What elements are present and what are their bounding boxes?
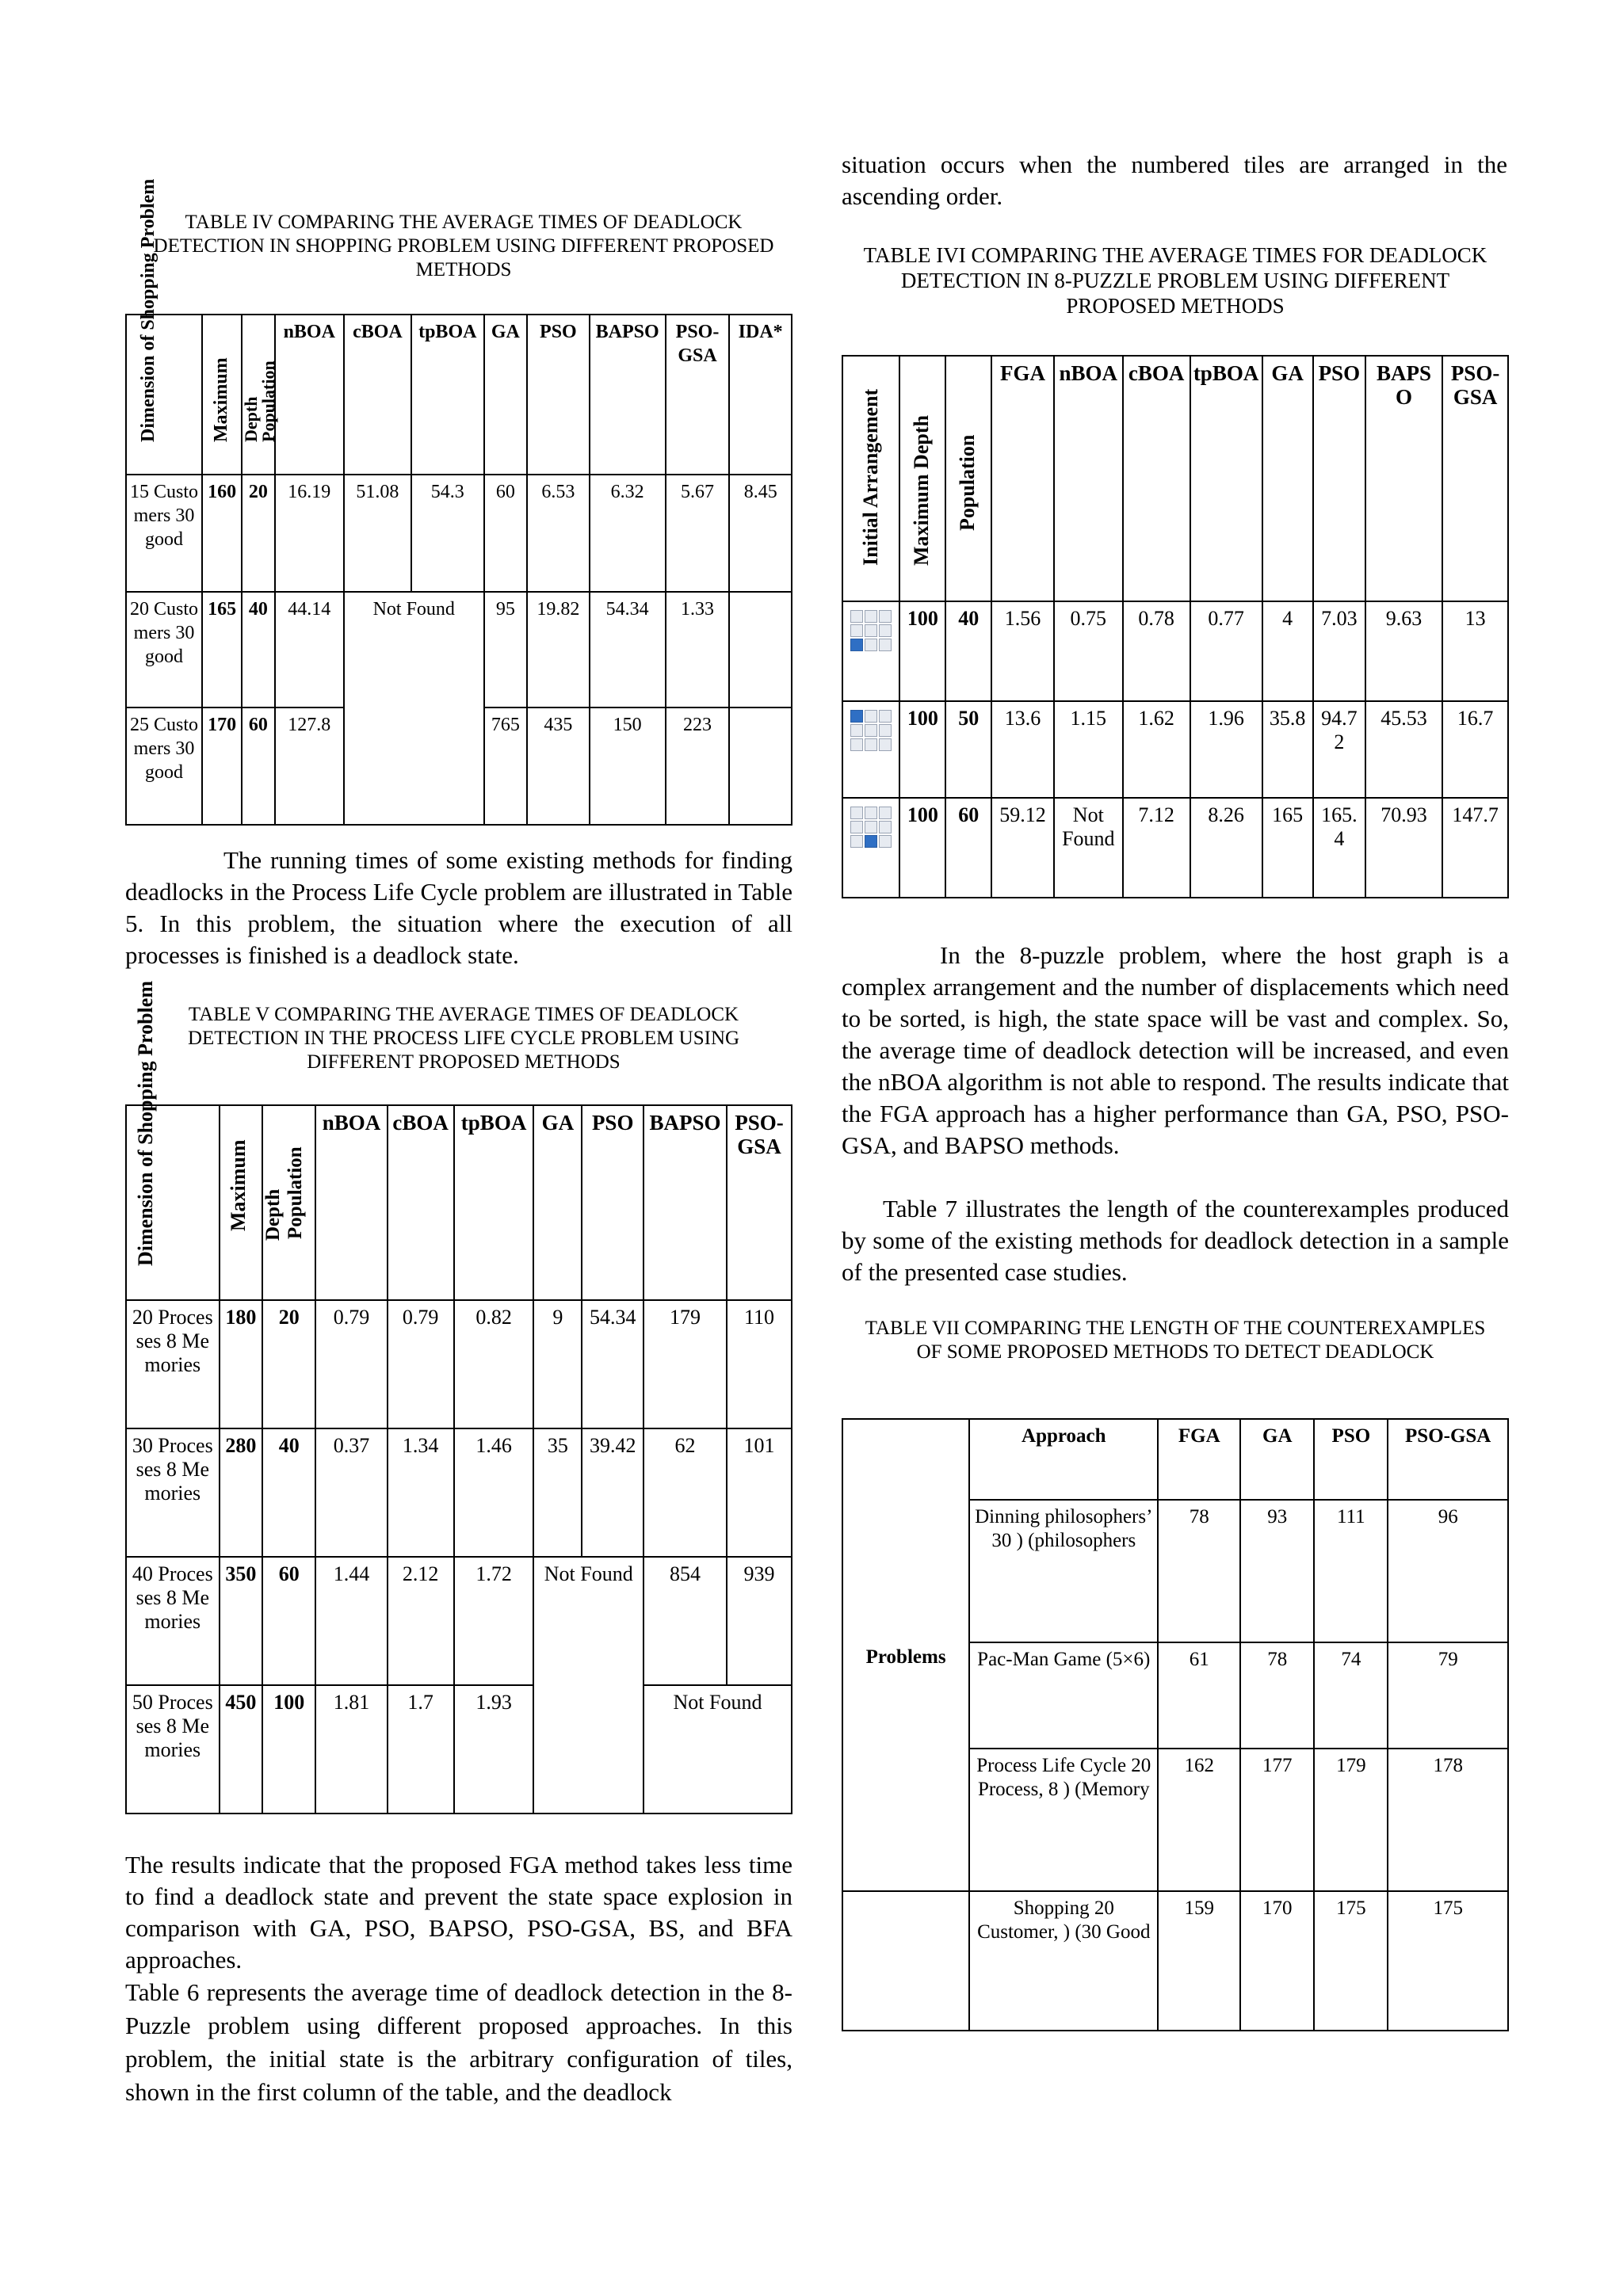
- table5-cell: 450: [220, 1685, 263, 1814]
- table4-cell: 95: [484, 592, 528, 707]
- table4-cell: [729, 592, 792, 707]
- table4-cell: 54.34: [590, 592, 666, 707]
- table4-cell: 25 Customers 30 good: [126, 707, 202, 825]
- table7-cell: 61: [1158, 1642, 1240, 1749]
- table5-cell: 0.37: [315, 1428, 387, 1557]
- paragraph-continued: situation occurs when the numbered tiles are arranged in the ascending order.: [842, 151, 1507, 210]
- table-row: [126, 1685, 792, 1814]
- table5-cell: 110: [727, 1300, 792, 1428]
- table6-cell: 0.75: [1054, 601, 1123, 701]
- paragraph-process-life-cycle: The running times of some existing methods for finding deadlocks in the Process Life Cycle problem are illustrated in Table 5. In this problem, the situation where the execution of all processes is finished is a deadlock state.: [125, 846, 792, 969]
- table5-cell: 40: [262, 1428, 315, 1557]
- table7-cell: 79: [1388, 1642, 1508, 1749]
- table6-cell: 45.53: [1365, 701, 1442, 798]
- table5-cell: 54.34: [582, 1300, 643, 1428]
- table4-caption: TABLE IV COMPARING THE AVERAGE TIMES OF DEADLOCK DETECTION IN SHOPPING PROBLEM USING DIFFERENT PROPOSED METHODS: [153, 212, 774, 280]
- table4-cell: 150: [590, 707, 666, 825]
- table6-header-pso: PSO: [1313, 356, 1365, 601]
- table4-header-ida: IDA*: [729, 315, 792, 475]
- table6-header-initial-arrangement: Initial Arrangement: [842, 356, 899, 601]
- table7-header-ga: GA: [1240, 1419, 1314, 1500]
- table6-cell: 40: [945, 601, 991, 701]
- table6-header-nboa: nBOA: [1054, 356, 1123, 601]
- table4-header-tpboa: tpBOA: [411, 315, 484, 475]
- table5-cell: 1.81: [315, 1685, 387, 1814]
- table-row: [126, 1557, 792, 1685]
- table5-cell: 1.7: [388, 1685, 454, 1814]
- table-row: [842, 1891, 1508, 2031]
- table7-cell: 111: [1314, 1500, 1388, 1642]
- table-row: [842, 798, 1508, 898]
- table7-header-psogsa: PSO-GSA: [1388, 1419, 1508, 1500]
- table5-caption: TABLE V COMPARING THE AVERAGE TIMES OF DEADLOCK DETECTION IN THE PROCESS LIFE CYCLE PROBLEM USING DIFFERENT PROPOSED METHODS: [187, 1004, 740, 1073]
- table4-cell: 6.32: [590, 475, 666, 592]
- table4-cell: 16.19: [275, 475, 344, 592]
- puzzle-thumbnail: [842, 601, 899, 701]
- table6-cell: 13: [1442, 601, 1508, 701]
- table4-cell: 127.8: [275, 707, 344, 825]
- table6-cell: 1.96: [1190, 701, 1262, 798]
- table6-cell: 100: [899, 701, 945, 798]
- table4-cell: 435: [527, 707, 590, 825]
- table5-cell: 280: [220, 1428, 263, 1557]
- table4-cell: 15 Customers 30 good: [126, 475, 202, 592]
- table7-cell: Shopping 20 Customer, ) (30 Good: [969, 1891, 1158, 2031]
- table4-cell: 6.53: [527, 475, 590, 592]
- table6-cell: 100: [899, 798, 945, 898]
- table5-cell: 35: [533, 1428, 582, 1557]
- table6-header-ga: GA: [1262, 356, 1313, 601]
- table5-cell: 2.12: [388, 1557, 454, 1685]
- table6-cell: 165: [1262, 798, 1313, 898]
- paragraph-results-fga: The results indicate that the proposed FGA method takes less time to find a deadlock state and prevent the state space explosion in comparison with GA, PSO, BAPSO, PSO-GSA, BS, and BFA approaches.: [125, 1851, 792, 1974]
- table7-caption: TABLE VII COMPARING THE LENGTH OF THE COUNTEREXAMPLES OF SOME PROPOSED METHODS TO DETECT DEADLOCK: [865, 1318, 1486, 1363]
- table6-cell: 9.63: [1365, 601, 1442, 701]
- table4-header-dimension: Dimension of Shopping Problem: [126, 315, 202, 475]
- table6-cell: 8.26: [1190, 798, 1262, 898]
- table7-header-pso: PSO: [1314, 1419, 1388, 1500]
- table5-cell: 100: [262, 1685, 315, 1814]
- table4-header-ga: GA: [484, 315, 528, 475]
- table4-cell: 19.82: [527, 592, 590, 707]
- table5-cell: 39.42: [582, 1428, 643, 1557]
- table4-cell: 40: [242, 592, 274, 707]
- table7-header-fga: FGA: [1158, 1419, 1240, 1500]
- table5-cell: 0.79: [315, 1300, 387, 1428]
- paragraph-table6-intro: Table 6 represents the average time of deadlock detection in the 8-Puzzle problem using different proposed approaches. In this problem, the initial state is the arbitrary configuration of tiles, shown in the first column of the table, and the deadlock: [125, 1978, 792, 2106]
- table7-cell: Dinning philosophers’ 30 ) (philosophers: [969, 1500, 1158, 1642]
- table-row: [842, 601, 1508, 701]
- table7-cell: Pac-Man Game (5×6): [969, 1642, 1158, 1749]
- table5-cell: 179: [643, 1300, 727, 1428]
- table7-cell: 175: [1388, 1891, 1508, 2031]
- table5-header-maximum: Maximum: [220, 1105, 263, 1300]
- table5-cell: 50 Processes 8 Memories: [126, 1685, 220, 1814]
- table-row: [126, 475, 792, 592]
- table7: [842, 1418, 1509, 2031]
- table5-cell: 40 Processes 8 Memories: [126, 1557, 220, 1685]
- table4-header-nboa: nBOA: [275, 315, 344, 475]
- table4-header-depth-population: Depth Population: [242, 315, 274, 475]
- table6: [842, 355, 1509, 898]
- table5-cell: 0.82: [454, 1300, 534, 1428]
- table5-cell: 20 Processes 8 Memories: [126, 1300, 220, 1428]
- table6-cell: 50: [945, 701, 991, 798]
- table6-cell: 4: [1262, 601, 1313, 701]
- table5-cell: 62: [643, 1428, 727, 1557]
- table6-header-cboa: cBOA: [1123, 356, 1190, 601]
- table6-caption: TABLE IVI COMPARING THE AVERAGE TIMES FOR DEADLOCK DETECTION IN 8-PUZZLE PROBLEM USING DIFFERENT PROPOSED METHODS: [863, 243, 1487, 318]
- table6-cell: 7.03: [1313, 601, 1365, 701]
- table4-cell: 165: [202, 592, 242, 707]
- table6-header-population: Population: [945, 356, 991, 601]
- table5-cell: 1.34: [388, 1428, 454, 1557]
- table6-cell: 60: [945, 798, 991, 898]
- table7-cell: 74: [1314, 1642, 1388, 1749]
- table6-cell: 1.62: [1123, 701, 1190, 798]
- table5-header-psogsa: PSO-GSA: [727, 1105, 792, 1300]
- table5-cell: 0.79: [388, 1300, 454, 1428]
- table4-header-maximum: Maximum: [202, 315, 242, 475]
- table4-not-found: Not Found: [344, 592, 484, 825]
- table7-cell: 78: [1240, 1642, 1314, 1749]
- table5-cell: 20: [262, 1300, 315, 1428]
- table6-cell: 1.15: [1054, 701, 1123, 798]
- table5-header-depth-population: Depth Population: [262, 1105, 315, 1300]
- table7-cell: Process Life Cycle 20 Process, 8 ) (Memory: [969, 1749, 1158, 1891]
- table4-header-cboa: cBOA: [344, 315, 411, 475]
- table6-cell: 35.8: [1262, 701, 1313, 798]
- table6-cell: 16.7: [1442, 701, 1508, 798]
- table5-cell: 1.72: [454, 1557, 534, 1685]
- table6-cell: 0.78: [1123, 601, 1190, 701]
- table6-cell: 7.12: [1123, 798, 1190, 898]
- table6-header-maximum-depth: Maximum Depth: [899, 356, 945, 601]
- table5-not-found: Not Found: [533, 1557, 643, 1814]
- table4-cell: 51.08: [344, 475, 411, 592]
- table6-cell: 0.77: [1190, 601, 1262, 701]
- table5-cell: 939: [727, 1557, 792, 1685]
- table5-header-ga: GA: [533, 1105, 582, 1300]
- table4-cell: 5.67: [666, 475, 730, 592]
- table6-header-bapso: BAPSO: [1365, 356, 1442, 601]
- table6-cell: 13.6: [991, 701, 1054, 798]
- table5-cell: 101: [727, 1428, 792, 1557]
- table4-cell: 54.3: [411, 475, 484, 592]
- table4-cell: 1.33: [666, 592, 730, 707]
- table6-header-psogsa: PSO-GSA: [1442, 356, 1508, 601]
- table7-cell: 162: [1158, 1749, 1240, 1891]
- table6-cell: 100: [899, 601, 945, 701]
- table4-cell: 765: [484, 707, 528, 825]
- table5-header-tpboa: tpBOA: [454, 1105, 534, 1300]
- table7-cell: 93: [1240, 1500, 1314, 1642]
- table5-cell: 1.44: [315, 1557, 387, 1685]
- table7-cell: 78: [1158, 1500, 1240, 1642]
- table7-cell: 178: [1388, 1749, 1508, 1891]
- table-row: [126, 592, 792, 707]
- table7-header-approach: Approach: [969, 1419, 1158, 1500]
- table4-cell: 160: [202, 475, 242, 592]
- table4-header-psogsa: PSO-GSA: [666, 315, 730, 475]
- table6-cell: 1.56: [991, 601, 1054, 701]
- table-row: [126, 1300, 792, 1428]
- table6-cell: 94.72: [1313, 701, 1365, 798]
- table5-header-bapso: BAPSO: [643, 1105, 727, 1300]
- table5-cell: 180: [220, 1300, 263, 1428]
- table5-cell: 1.46: [454, 1428, 534, 1557]
- table-row: [842, 701, 1508, 798]
- table7-cell: 170: [1240, 1891, 1314, 2031]
- table4-cell: 44.14: [275, 592, 344, 707]
- table5-cell: 854: [643, 1557, 727, 1685]
- table5-cell: 350: [220, 1557, 263, 1685]
- puzzle-thumbnail: [842, 701, 899, 798]
- table7-cell: 179: [1314, 1749, 1388, 1891]
- table6-cell: 70.93: [1365, 798, 1442, 898]
- table5-header-dimension: Dimension of Shopping Problem: [126, 1105, 220, 1300]
- table4-cell: [729, 707, 792, 825]
- table7-cell: 177: [1240, 1749, 1314, 1891]
- table6-cell: 147.7: [1442, 798, 1508, 898]
- table5-header-pso: PSO: [582, 1105, 643, 1300]
- table7-cell: [842, 1891, 969, 2031]
- table5-cell: 60: [262, 1557, 315, 1685]
- table5-cell: 9: [533, 1300, 582, 1428]
- paragraph-8-puzzle: In the 8-puzzle problem, where the host graph is a complex arrangement and the number of displacements which need to be sorted, is high, the state space will be vast and complex. So, the average time of deadlock detection will be increased, and even the nBOA algorithm is not able to respond. The results indicate that the FGA approach has a higher performance than GA, PSO, PSO-GSA, and BAPSO methods.: [842, 941, 1509, 1159]
- table6-cell: 59.12: [991, 798, 1054, 898]
- table4-cell: 170: [202, 707, 242, 825]
- table6-cell: 165.4: [1313, 798, 1365, 898]
- table4-cell: 8.45: [729, 475, 792, 592]
- table4-cell: 60: [484, 475, 528, 592]
- table5-header-nboa: nBOA: [315, 1105, 387, 1300]
- table4-cell: 20: [242, 475, 274, 592]
- table4-cell: 60: [242, 707, 274, 825]
- table5-not-found: Not Found: [643, 1685, 792, 1814]
- table7-cell: 159: [1158, 1891, 1240, 2031]
- table7-problems-label: Problems: [842, 1419, 969, 1891]
- table6-header-fga: FGA: [991, 356, 1054, 601]
- table4-cell: 223: [666, 707, 730, 825]
- table7-cell: 96: [1388, 1500, 1508, 1642]
- table5-header-cboa: cBOA: [388, 1105, 454, 1300]
- table7-cell: 175: [1314, 1891, 1388, 2031]
- table5-cell: 30 Processes 8 Memories: [126, 1428, 220, 1557]
- table6-cell: Not Found: [1054, 798, 1123, 898]
- table6-header-tpboa: tpBOA: [1190, 356, 1262, 601]
- paragraph-table7-intro: Table 7 illustrates the length of the counterexamples produced by some of the existing methods for deadlock detection in a sample of the presented case studies.: [842, 1195, 1509, 1286]
- table4-header-bapso: BAPSO: [590, 315, 666, 475]
- table5-cell: 1.93: [454, 1685, 534, 1814]
- table4-header-pso: PSO: [527, 315, 590, 475]
- table4-cell: 20 Customers 30 good: [126, 592, 202, 707]
- table-row: [126, 1428, 792, 1557]
- puzzle-thumbnail: [842, 798, 899, 898]
